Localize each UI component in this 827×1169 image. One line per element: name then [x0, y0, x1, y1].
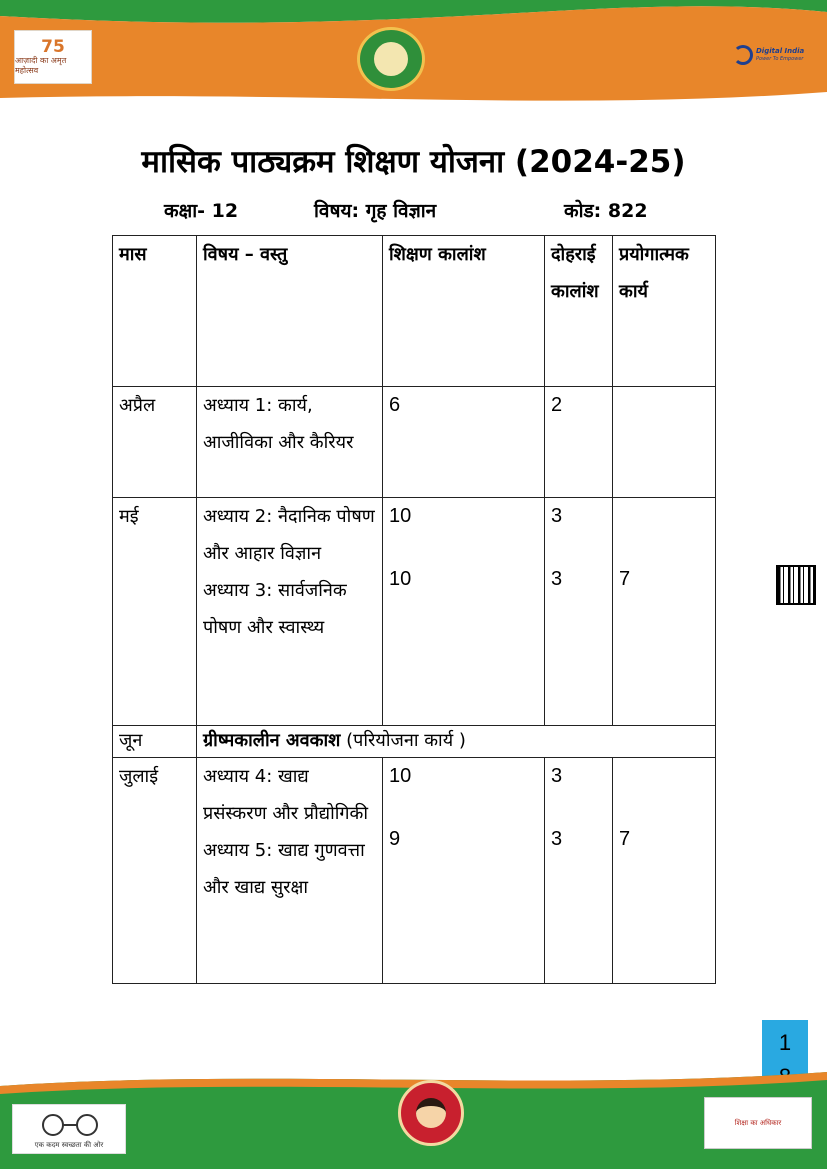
month-cell: जुलाई [113, 758, 197, 984]
teaching-cell [383, 387, 545, 498]
month-cell: अप्रैल [113, 387, 197, 498]
table-row [113, 387, 716, 498]
teaching-value: 10 [389, 505, 412, 527]
project-work-text: (परियोजना कार्य ) [346, 730, 466, 751]
teaching-cell [383, 758, 545, 984]
subject-label: विषय: गृह विज्ञान [314, 200, 437, 222]
beti-bachao-logo [398, 1080, 464, 1146]
content-cell [197, 758, 383, 984]
subtitle-row [164, 197, 684, 225]
chapter-text: अध्याय 3: सार्वजनिक पोषण और स्वास्थ्य [203, 580, 347, 638]
swachh-bharat-logo [12, 1104, 126, 1154]
qr-code-icon[interactable] [776, 565, 816, 605]
practical-cell [613, 387, 716, 498]
revision-cell [545, 387, 613, 498]
class-label: कक्षा- 12 [164, 200, 239, 222]
chapter-text: अध्याय 2: नैदानिक पोषण और आहार विज्ञान [203, 506, 375, 564]
month-cell: मई [113, 498, 197, 726]
teaching-value: 9 [389, 828, 401, 850]
practical-value: 7 [619, 828, 631, 850]
chapter-text: अध्याय 1: कार्य, आजीविका और कैरियर [203, 395, 354, 453]
month-cell: जून [113, 726, 197, 758]
azadi-logo-text: आज़ादी का अमृत महोत्सव [15, 56, 67, 75]
header-content: विषय – वस्तु [197, 236, 383, 387]
emblem-center-icon [374, 42, 408, 76]
digital-india-icon [733, 45, 753, 65]
shiksha-ka-adhikar-logo [704, 1097, 812, 1149]
code-label: कोड: 822 [564, 200, 648, 222]
table-row [113, 758, 716, 984]
table-row [113, 498, 716, 726]
practical-cell [613, 498, 716, 726]
content-cell [197, 387, 383, 498]
syllabus-table [112, 235, 716, 984]
header-month: मास [113, 236, 197, 387]
revision-value: 3 [551, 765, 563, 787]
shiksha-text: शिक्षा का अधिकार [734, 1118, 782, 1127]
girl-face-icon [416, 1098, 446, 1128]
emblem-logo [357, 27, 425, 91]
revision-value: 3 [551, 505, 563, 527]
teaching-value: 10 [389, 568, 412, 590]
content-cell [197, 498, 383, 726]
digital-india-logo [733, 42, 805, 68]
revision-value: 3 [551, 828, 563, 850]
swachh-text: एक कदम स्वच्छता की ओर [34, 1141, 104, 1149]
glasses-icon [35, 1113, 105, 1137]
page-number-digit: 1 [778, 1030, 792, 1055]
practical-value: 7 [619, 568, 631, 590]
header-practical-work: प्रयोगात्मक कार्य [613, 236, 716, 387]
table-row [113, 726, 716, 758]
content-cell [197, 726, 716, 758]
digital-india-tagline: Power To Empower [756, 56, 804, 62]
revision-cell [545, 498, 613, 726]
header-revision-periods: दोहराई कालांश [545, 236, 613, 387]
azadi-logo-number: 75 [41, 37, 65, 57]
revision-value: 3 [551, 568, 563, 590]
table-header-row [113, 236, 716, 387]
vacation-text: ग्रीष्मकालीन अवकाश [203, 730, 341, 751]
chapter-text: अध्याय 4: खाद्य प्रसंस्करण और प्रौद्योगिकी [203, 766, 369, 824]
header-teaching-periods: शिक्षण कालांश [383, 236, 545, 387]
teaching-value: 10 [389, 765, 412, 787]
practical-cell [613, 758, 716, 984]
teaching-cell [383, 498, 545, 726]
revision-value: 2 [551, 394, 563, 416]
azadi-ka-amrit-mahotsav-logo [14, 30, 92, 84]
chapter-text: अध्याय 5: खाद्य गुणवत्ता और खाद्य सुरक्षा [203, 840, 365, 898]
page-title: मासिक पाठ्यक्रम शिक्षण योजना (2024-25) [141, 144, 686, 180]
revision-cell [545, 758, 613, 984]
digital-india-text: Digital India [756, 47, 805, 55]
teaching-value: 6 [389, 394, 401, 416]
